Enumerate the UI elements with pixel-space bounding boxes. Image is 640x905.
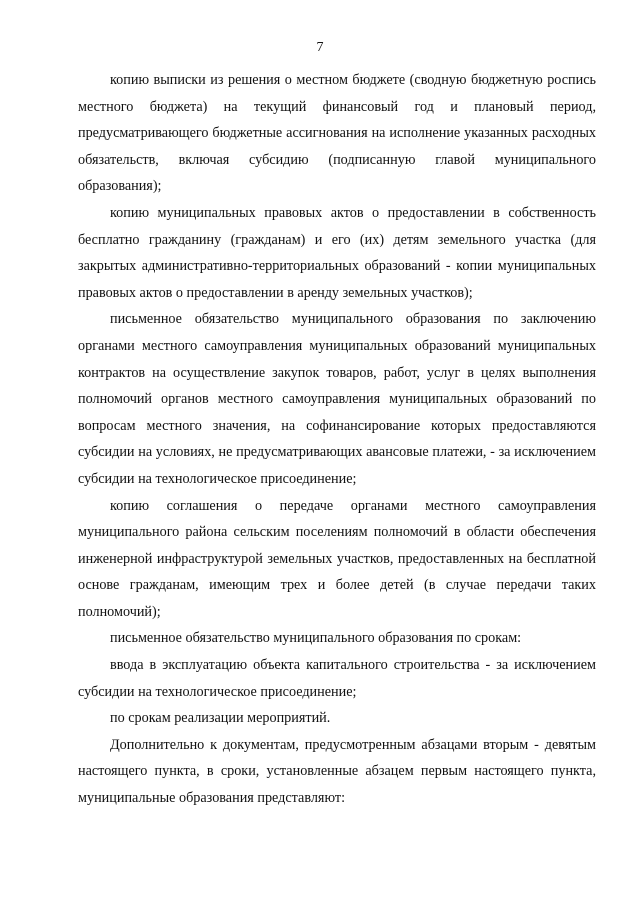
paragraph-deadlines-obligation: письменное обязательство муниципального образования по срокам: [110, 630, 522, 647]
paragraph-procurement-obligation: письменное обязательство муниципального образования по заключению органами местного самоуправления муниципальных образований муниципальных контрактов на осуществление закупок товаров, работ, услуг в целях выполнения полномочий органов местного самоуправления муниципальных образований по вопросам местного значения, на софинансирование которых предоставляются субсидии на условиях, не предусматривающих авансовые платежи, - за исключением субсидии на технологическое присоединение; [78, 311, 596, 487]
paragraph-budget-extract: копию выписки из решения о местном бюджете (сводную бюджетную роспись местного бюджета) на текущий финансовый год и плановый период, предусматривающего бюджетные ассигнования на исполнение указанных расходных обязательств, включая субсидию (подписанную главой муниципального образования); [78, 72, 596, 195]
paragraph-land-acts: копию муниципальных правовых актов о предоставлении в собственность бесплатно гражданину (гражданам) и его (их) детям земельного участка (для закрытых административно-территориальных образований - копии муниципальных правовых актов о предоставлении в аренду земельных участков); [78, 204, 596, 301]
paragraph-commissioning: ввода в эксплуатацию объекта капитального строительства - за исключением субсидии на технологическое присоединение; [78, 657, 596, 700]
paragraph-implementation-deadlines: по срокам реализации мероприятий. [110, 710, 331, 727]
page-number: 7 [316, 40, 324, 55]
document-body [78, 67, 596, 812]
paragraph-powers-agreement: копию соглашения о передаче органами местного самоуправления муниципального района сельским поселениям полномочий в области обеспечения инженерной инфраструктурой земельных участков, предоставленных на бесплатной основе гражданам, имеющим трех и более детей (в случае передачи таких полномочий); [78, 497, 596, 620]
paragraph-additional-documents: Дополнительно к документам, предусмотренным абзацами вторым - девятым настоящего пункта, в сроки, установленные абзацем первым настоящего пункта, муниципальные образования представляют: [78, 736, 596, 807]
